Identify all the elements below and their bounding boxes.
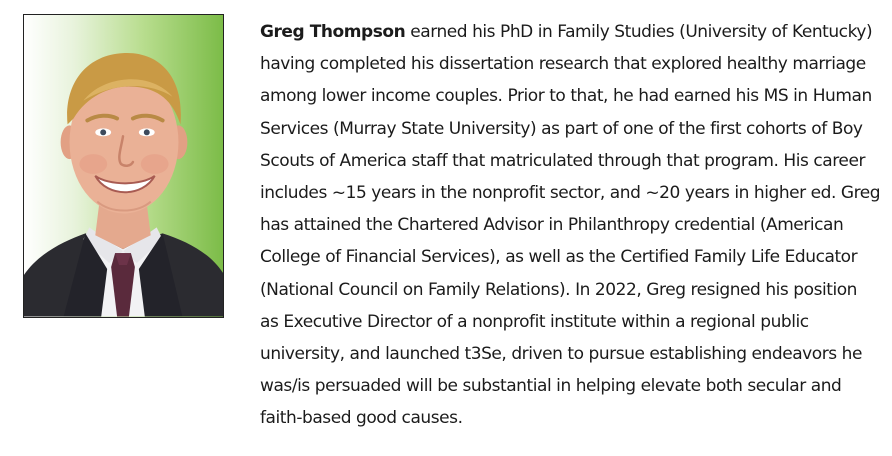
bio-line: among lower income couples. Prior to that, he had earned his MS in Human (260, 86, 872, 107)
bio-line: was/is persuaded will be substantial in helping elevate both secular and (260, 376, 842, 397)
person-name: Greg Thompson (260, 22, 406, 42)
bio-line: has attained the Chartered Advisor in Philanthropy credential (American (260, 215, 844, 236)
bio-line (260, 16, 872, 48)
bio-paragraph (260, 16, 881, 435)
bio-line: having completed his dissertation research that explored healthy marriage (260, 54, 866, 75)
bio-line: university, and launched t3Se, driven to pursue establishing endeavors he (260, 344, 862, 365)
bio-line: as Executive Director of a nonprofit institute within a regional public (260, 311, 809, 332)
bio-line-text: earned his PhD in Family Studies (University of Kentucky) (405, 22, 873, 42)
bio-line: (National Council on Family Relations). In 2022, Greg resigned his position (260, 279, 858, 300)
bio-line: includes ~15 years in the nonprofit sector, and ~20 years in higher ed. Greg (260, 183, 881, 204)
bio-line: College of Financial Services), as well as the Certified Family Life Educator (260, 247, 858, 268)
portrait-photo (23, 14, 224, 318)
portrait-illustration (24, 15, 223, 317)
bio-line: Services (Murray State University) as part of one of the first cohorts of Boy (260, 118, 863, 139)
bio-line: Scouts of America staff that matriculated through that program. His career (260, 150, 865, 171)
bio-line: faith-based good causes. (260, 408, 463, 429)
